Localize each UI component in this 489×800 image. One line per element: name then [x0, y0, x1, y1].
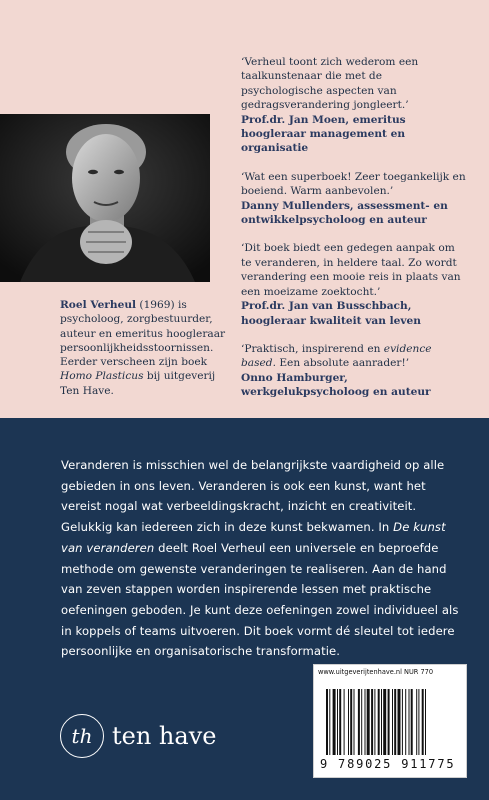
- isbn-number: 9 789025 911775: [320, 757, 456, 771]
- publisher-monogram: th: [60, 714, 104, 758]
- publisher-url: www.uitgeverijtenhave.nl NUR 770: [318, 668, 434, 676]
- barcode-bars: [326, 689, 456, 755]
- back-cover-blurb: [61, 455, 461, 662]
- quote-author: Danny Mullenders, assessment- en ontwikkelpsycholoog en auteur: [241, 199, 448, 227]
- publisher-logo: [60, 714, 216, 758]
- quote-text: ‘Dit boek biedt een gedegen aanpak om te veranderen, in heldere taal. Zo wordt verandering een mooie reis in plaats van een moeizame zoektocht.’: [241, 242, 461, 298]
- quotes-column: [241, 55, 466, 414]
- author-book-title: Homo Plasticus: [60, 370, 144, 383]
- quote-text-post: . Een absolute aanrader!’: [272, 357, 410, 370]
- quote-text: ‘Verheul toont zich wederom een taalkunstenaar die met de psychologische aspecten van gedragsverandering jongleert.’: [241, 56, 419, 112]
- quote-text: [241, 342, 466, 371]
- quote-author: Onno Hamburger, werkgelukpsycholoog en auteur: [241, 371, 431, 399]
- quote-block: [241, 241, 466, 327]
- author-photo: [0, 114, 210, 282]
- quote-author: Prof.dr. Jan van Busschbach, hoogleraar kwaliteit van leven: [241, 300, 421, 327]
- quote-text: ‘Wat een superboek! Zeer toegankelijk en boeiend. Warm aanbevolen.’: [241, 170, 466, 198]
- author-bio-text-1: (1969) is psycholoog, zorgbestuurder, auteur en emeritus hoogleraar persoonlijkheidsstoornissen. Eerder verscheen zijn boek: [60, 299, 226, 369]
- quote-block: [241, 170, 466, 228]
- author-name: Roel Verheul: [60, 299, 137, 311]
- author-bio-text-2: bij uitgeverij Ten Have.: [60, 370, 216, 397]
- blurb-text-1: Veranderen is misschien wel de belangrijkste vaardigheid op alle gebieden in ons leven. Veranderen is ook een kunst, want het vereist nogal wat verbeeldingskracht, inzicht en creativiteit. Gelukkig kan iedereen zich in deze kunst bekwamen. In: [61, 458, 445, 535]
- quote-author: Prof.dr. Jan Moen, emeritus hoogleraar management en organisatie: [241, 113, 406, 155]
- blurb-book-title: De kunst van veranderen: [61, 520, 446, 555]
- publisher-name: ten have: [112, 722, 217, 750]
- quote-text-pre: ‘Praktisch, inspirerend en: [241, 342, 384, 355]
- blurb-text-2: deelt Roel Verheul een universele en beproefde methode om gewenste veranderingen te realiseren. Aan de hand van zeven stappen worden inspirerende lessen met praktische oefeningen geboden. Je kunt deze oefeningen zowel individueel als in koppels of teams uitvoeren. Dit boek vormt dé sleutel tot iedere persoonlijke en organisatorische transformatie.: [61, 540, 459, 659]
- barcode-panel: [313, 664, 467, 778]
- quote-block: [241, 342, 466, 400]
- quote-block: [241, 55, 466, 156]
- quote-text-em: evidence based: [241, 342, 432, 370]
- author-bio: [60, 298, 230, 398]
